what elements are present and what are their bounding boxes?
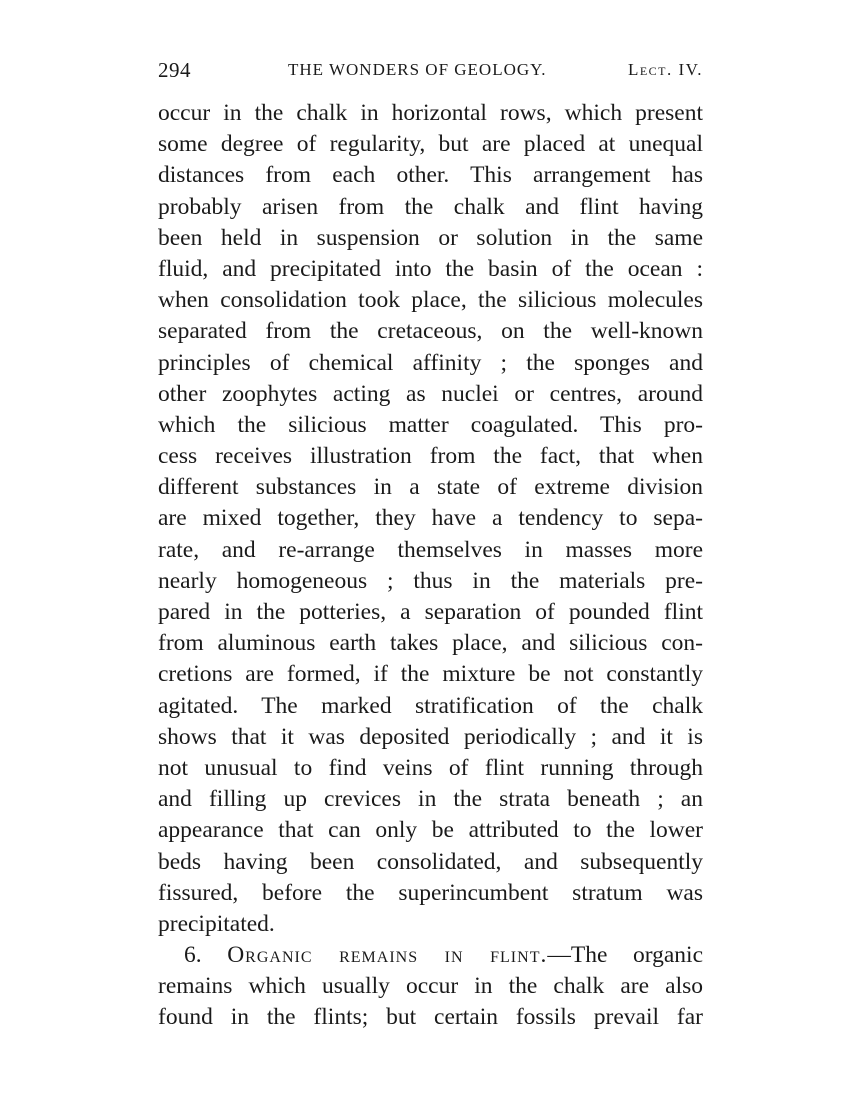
page-number: 294 bbox=[158, 58, 191, 82]
text-line: from aluminous earth takes place, and silicious con- bbox=[158, 630, 703, 657]
text-line: principles of chemical affinity ; the sponges and bbox=[158, 349, 703, 376]
text-line: fissured, before the superincumbent stratum was bbox=[158, 879, 703, 906]
text-line: pared in the potteries, a separation of pounded flint bbox=[158, 599, 703, 625]
paragraph bbox=[158, 98, 703, 940]
text-line: nearly homogeneous ; thus in the materials pre- bbox=[158, 567, 703, 594]
text-line: not unusual to find veins of flint running through bbox=[158, 754, 703, 781]
text-line: remains which usually occur in the chalk are also bbox=[158, 973, 703, 1000]
book-title: THE WONDERS OF GEOLOGY. bbox=[288, 60, 547, 79]
text-line: fluid, and precipitated into the basin of the ocean : bbox=[158, 255, 703, 282]
body-text bbox=[158, 98, 703, 1034]
section-number: 6. bbox=[184, 942, 202, 969]
text-line: when consolidation took place, the silicious molecules bbox=[158, 287, 703, 314]
text-line: probably arisen from the chalk and flint having bbox=[158, 193, 703, 220]
text-line: some degree of regularity, but are placed at unequal bbox=[158, 131, 703, 158]
section-paragraph bbox=[158, 940, 703, 1034]
text-line: shows that it was deposited periodically ; and it is bbox=[158, 723, 703, 750]
text-line: found in the flints; but certain fossils prevail far bbox=[158, 1004, 703, 1031]
text-line: and filling up crevices in the strata beneath ; an bbox=[158, 786, 703, 813]
text-line: occur in the chalk in horizontal rows, which present bbox=[158, 100, 703, 126]
text-line: are mixed together, they have a tendency to sepa- bbox=[158, 505, 703, 532]
text-line: precipitated. bbox=[158, 910, 275, 937]
text-line: which the silicious matter coagulated. This pro- bbox=[158, 411, 703, 438]
text-line: different substances in a state of extreme division bbox=[158, 474, 703, 501]
text-line: cess receives illustration from the fact, that when bbox=[158, 443, 703, 470]
text-line: other zoophytes acting as nuclei or centres, around bbox=[158, 380, 703, 407]
lecture-label: Lect. IV. bbox=[627, 60, 703, 79]
section-heading: Organic remains in flint. bbox=[227, 942, 548, 969]
running-head bbox=[158, 58, 703, 88]
section-first-line-text: —The organic bbox=[547, 942, 703, 969]
text-line: beds having been consolidated, and subsequently bbox=[158, 848, 703, 875]
text-line: separated from the cretaceous, on the well-known bbox=[158, 318, 703, 345]
text-line: agitated. The marked stratification of the chalk bbox=[158, 692, 703, 719]
section-first-line bbox=[158, 940, 703, 971]
text-line: cretions are formed, if the mixture be not constantly bbox=[158, 661, 703, 688]
text-line: appearance that can only be attributed to the lower bbox=[158, 817, 703, 844]
text-line: been held in suspension or solution in the same bbox=[158, 224, 703, 251]
text-line: rate, and re-arrange themselves in masses more bbox=[158, 536, 703, 563]
text-line: distances from each other. This arrangement has bbox=[158, 162, 703, 189]
